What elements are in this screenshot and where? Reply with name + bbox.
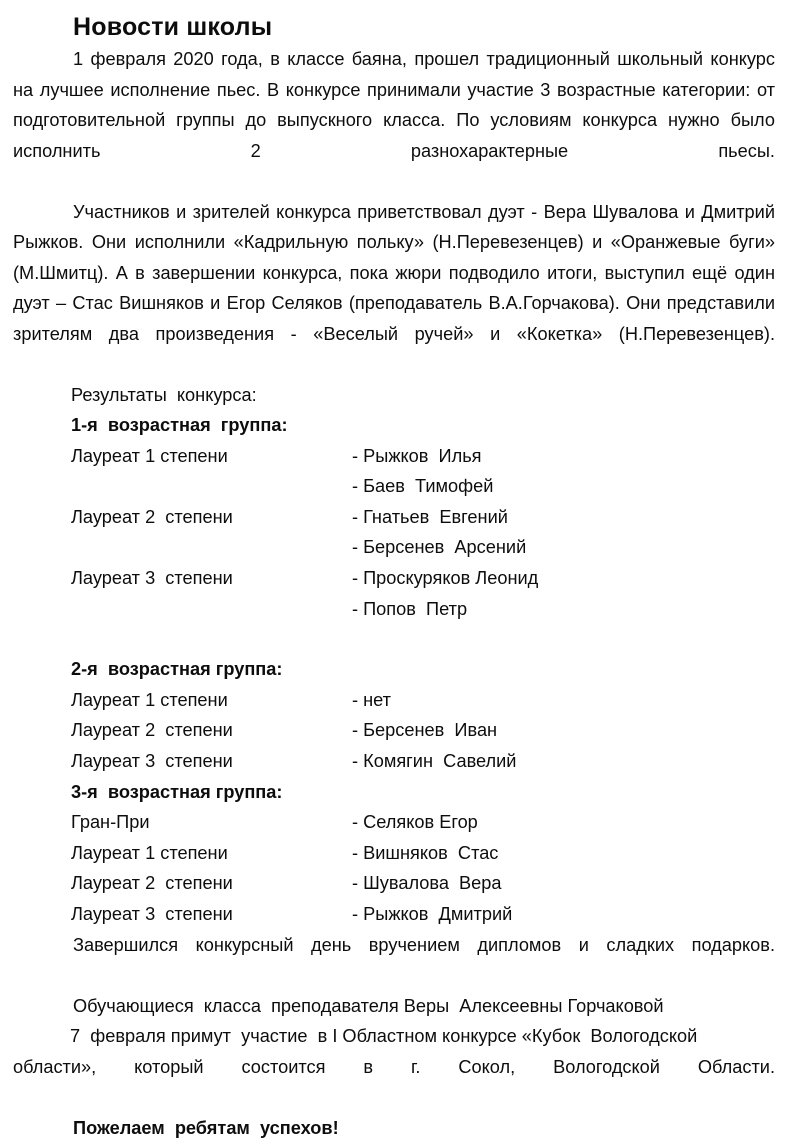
page-title: Новости школы — [73, 13, 273, 41]
award-winner: - Проскуряков Леонид — [352, 568, 539, 589]
award-row — [71, 899, 800, 930]
award-winner: - Попов Петр — [352, 598, 468, 619]
award-winner: - Селяков Егор — [352, 812, 478, 833]
results-heading: Результаты конкурса: — [71, 384, 257, 405]
closing-block — [0, 930, 800, 1143]
award-label: Лауреат 1 степени — [71, 689, 228, 710]
award-winner: - Рыжков Илья — [352, 445, 482, 466]
award-label: Лауреат 3 степени — [71, 751, 233, 772]
award-row — [71, 441, 800, 472]
award-row — [71, 838, 800, 869]
closing-students-line-1: Обучающиеся класса преподавателя Веры Алексеевны Горчаковой — [73, 995, 664, 1016]
results-section — [0, 380, 800, 930]
award-label: Лауреат 3 степени — [71, 568, 233, 589]
award-winner: - Рыжков Дмитрий — [352, 904, 513, 924]
award-row — [71, 715, 800, 746]
age-group-heading: 3-я возрастная группа: — [71, 781, 283, 802]
award-winner: - Баев Тимофей — [352, 476, 494, 497]
age-group-heading: 1-я возрастная группа: — [71, 415, 288, 436]
award-row — [71, 471, 800, 502]
award-row — [71, 868, 800, 899]
award-label: Гран-При — [71, 812, 150, 833]
award-label: Лауреат 2 степени — [71, 720, 233, 741]
award-label: Лауреат 3 степени — [71, 904, 233, 924]
award-label: Лауреат 1 степени — [71, 445, 228, 466]
closing-students-line-2: 7 февраля примут участие в I Областном конкурсе «Кубок Вологодской — [65, 1026, 698, 1047]
award-label: Лауреат 2 степени — [71, 506, 233, 527]
award-row — [71, 594, 800, 625]
paragraph-closing-award: Завершился конкурсный день вручением дипломов и сладких подарков. — [73, 934, 775, 955]
award-row — [71, 746, 800, 777]
paragraph-duets: Участников и зрителей конкурса приветствовал дуэт - Вера Шувалова и Дмитрий Рыжков. Они исполнили «Кадрильную польку» (Н.Перевезенцев) и «Оранжевые буги» (М.Шмитц). А в завершении конкурса, пока жюри подводило итоги, выступил ещё один дуэт – Стас Вишняков и Егор Селяков (преподаватель В.А.Горчакова). Они представили зрителям два произведения - «Веселый ручей» и «Кокетка» (Н.Перевезенцев). — [13, 201, 775, 344]
award-row — [71, 532, 800, 563]
article-body — [0, 44, 800, 380]
award-winner: - Шувалова Вера — [352, 873, 502, 894]
award-winner: - Вишняков Стас — [352, 842, 499, 863]
paragraph-intro: 1 февраля 2020 года, в классе баяна, прошел традиционный школьный конкурс на лучшее исполнение пьес. В конкурсе принимали участие 3 возрастные категории: от подготовительной группы до выпускного класса. По условиям конкурса нужно было исполнить 2 разнохарактерные пьесы. — [13, 49, 775, 161]
award-label: Лауреат 2 степени — [71, 873, 233, 894]
award-winner: - Берсенев Иван — [352, 720, 498, 741]
award-row — [71, 807, 800, 838]
award-row — [71, 563, 800, 594]
award-winner: - Комягин Савелий — [352, 751, 517, 772]
award-winner: - нет — [352, 689, 391, 710]
award-winner: - Гнатьев Евгений — [352, 506, 508, 527]
award-winner: - Берсенев Арсений — [352, 537, 527, 558]
closing-students-line-3: области», который состоится в г. Сокол, Вологодской Области. — [13, 1056, 775, 1077]
closing-wish: Пожелаем ребятам успехов! — [73, 1117, 339, 1138]
age-group-heading: 2-я возрастная группа: — [71, 659, 283, 680]
award-label: Лауреат 1 степени — [71, 842, 228, 863]
award-row — [71, 502, 800, 533]
award-row — [71, 685, 800, 716]
